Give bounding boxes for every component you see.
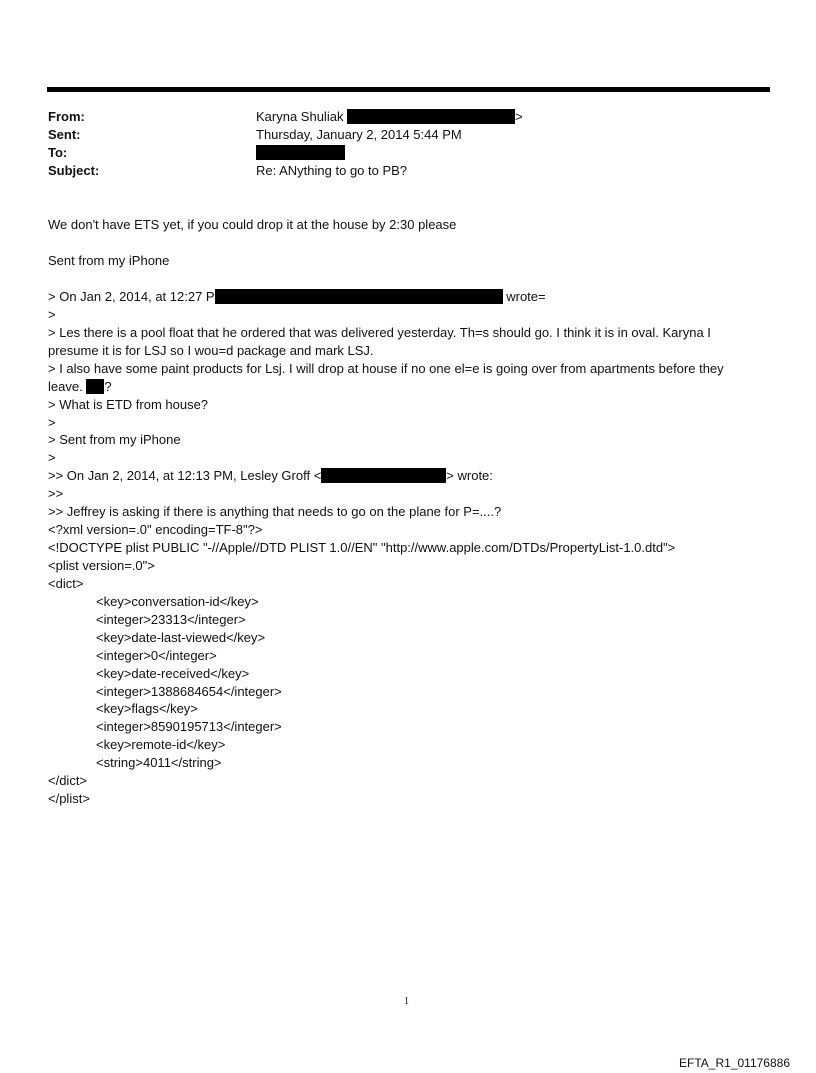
quote-line: presume it is for LSJ so I wou=d package and mark LSJ.	[48, 343, 374, 358]
from-name: Karyna Shuliak	[256, 109, 344, 124]
body-line: Sent from my iPhone	[48, 253, 170, 268]
quote-text: wrote=	[506, 289, 546, 304]
plist-line: <integer>23313</integer>	[96, 612, 246, 627]
quote-line: >	[48, 450, 56, 465]
quote-line	[48, 379, 112, 394]
quote-text: > wrote:	[446, 468, 493, 483]
plist-line: <integer>0</integer>	[96, 648, 217, 663]
plist-line: <key>remote-id</key>	[96, 737, 226, 752]
redaction-box	[347, 109, 515, 124]
to-value	[256, 145, 345, 160]
page-number: 1	[404, 996, 409, 1007]
from-suffix: >	[515, 109, 523, 124]
document-id: EFTA_R1_01176886	[679, 1056, 790, 1070]
quote-line: >>	[48, 486, 64, 501]
redaction-box	[321, 468, 446, 483]
plist-line: <key>conversation-id</key>	[96, 594, 259, 609]
plist-line: <!DOCTYPE plist PUBLIC "-//Apple//DTD PLIST 1.0//EN" "http://www.apple.com/DTDs/PropertyList-1.0.dtd">	[48, 540, 676, 555]
quote-line: >> Jeffrey is asking if there is anything that needs to go on the plane for P=....?	[48, 504, 502, 519]
plist-line: <key>date-last-viewed</key>	[96, 630, 266, 645]
redaction-box	[256, 145, 345, 160]
plist-line: <plist version=.0">	[48, 558, 155, 573]
quote-text: >> On Jan 2, 2014, at 12:13 PM, Lesley Groff <	[48, 468, 322, 483]
sent-label: Sent:	[48, 127, 81, 142]
quote-text: > On Jan 2, 2014, at 12:27 P	[48, 289, 215, 304]
redaction-box	[86, 379, 104, 394]
plist-line: <dict>	[48, 576, 84, 591]
quote-line	[48, 468, 493, 483]
quote-line: >	[48, 415, 56, 430]
to-label: To:	[48, 145, 68, 160]
quote-text: leave.	[48, 379, 83, 394]
plist-line: <key>date-received</key>	[96, 666, 250, 681]
quote-line: >	[48, 307, 56, 322]
quote-line: > Les there is a pool float that he ordered that was delivered yesterday. Th=s should go. I think it is in oval. Karyna I	[48, 325, 711, 340]
plist-line: <integer>8590195713</integer>	[96, 719, 282, 734]
plist-line: <integer>1388684654</integer>	[96, 684, 282, 699]
from-label: From:	[48, 109, 85, 124]
plist-line: <key>flags</key>	[96, 701, 198, 716]
plist-line: </plist>	[48, 791, 90, 806]
quote-line: > Sent from my iPhone	[48, 432, 181, 447]
plist-line: <string>4011</string>	[96, 755, 222, 770]
sent-value: Thursday, January 2, 2014 5:44 PM	[256, 127, 462, 142]
redaction-box	[215, 289, 503, 304]
quote-text: ?	[104, 379, 112, 394]
plist-line: <?xml version=.0" encoding=TF-8"?>	[48, 522, 263, 537]
from-value	[256, 109, 523, 124]
plist-line: </dict>	[48, 773, 88, 788]
header-rule	[47, 87, 770, 92]
quote-line: > What is ETD from house?	[48, 397, 209, 412]
quote-line	[48, 289, 546, 304]
body-line: We don't have ETS yet, if you could drop it at the house by 2:30 please	[48, 217, 457, 232]
subject-label: Subject:	[48, 163, 100, 178]
quote-line: > I also have some paint products for Lsj. I will drop at house if no one el=e is going over from apartments before they	[48, 361, 724, 376]
subject-value: Re: ANything to go to PB?	[256, 163, 408, 178]
